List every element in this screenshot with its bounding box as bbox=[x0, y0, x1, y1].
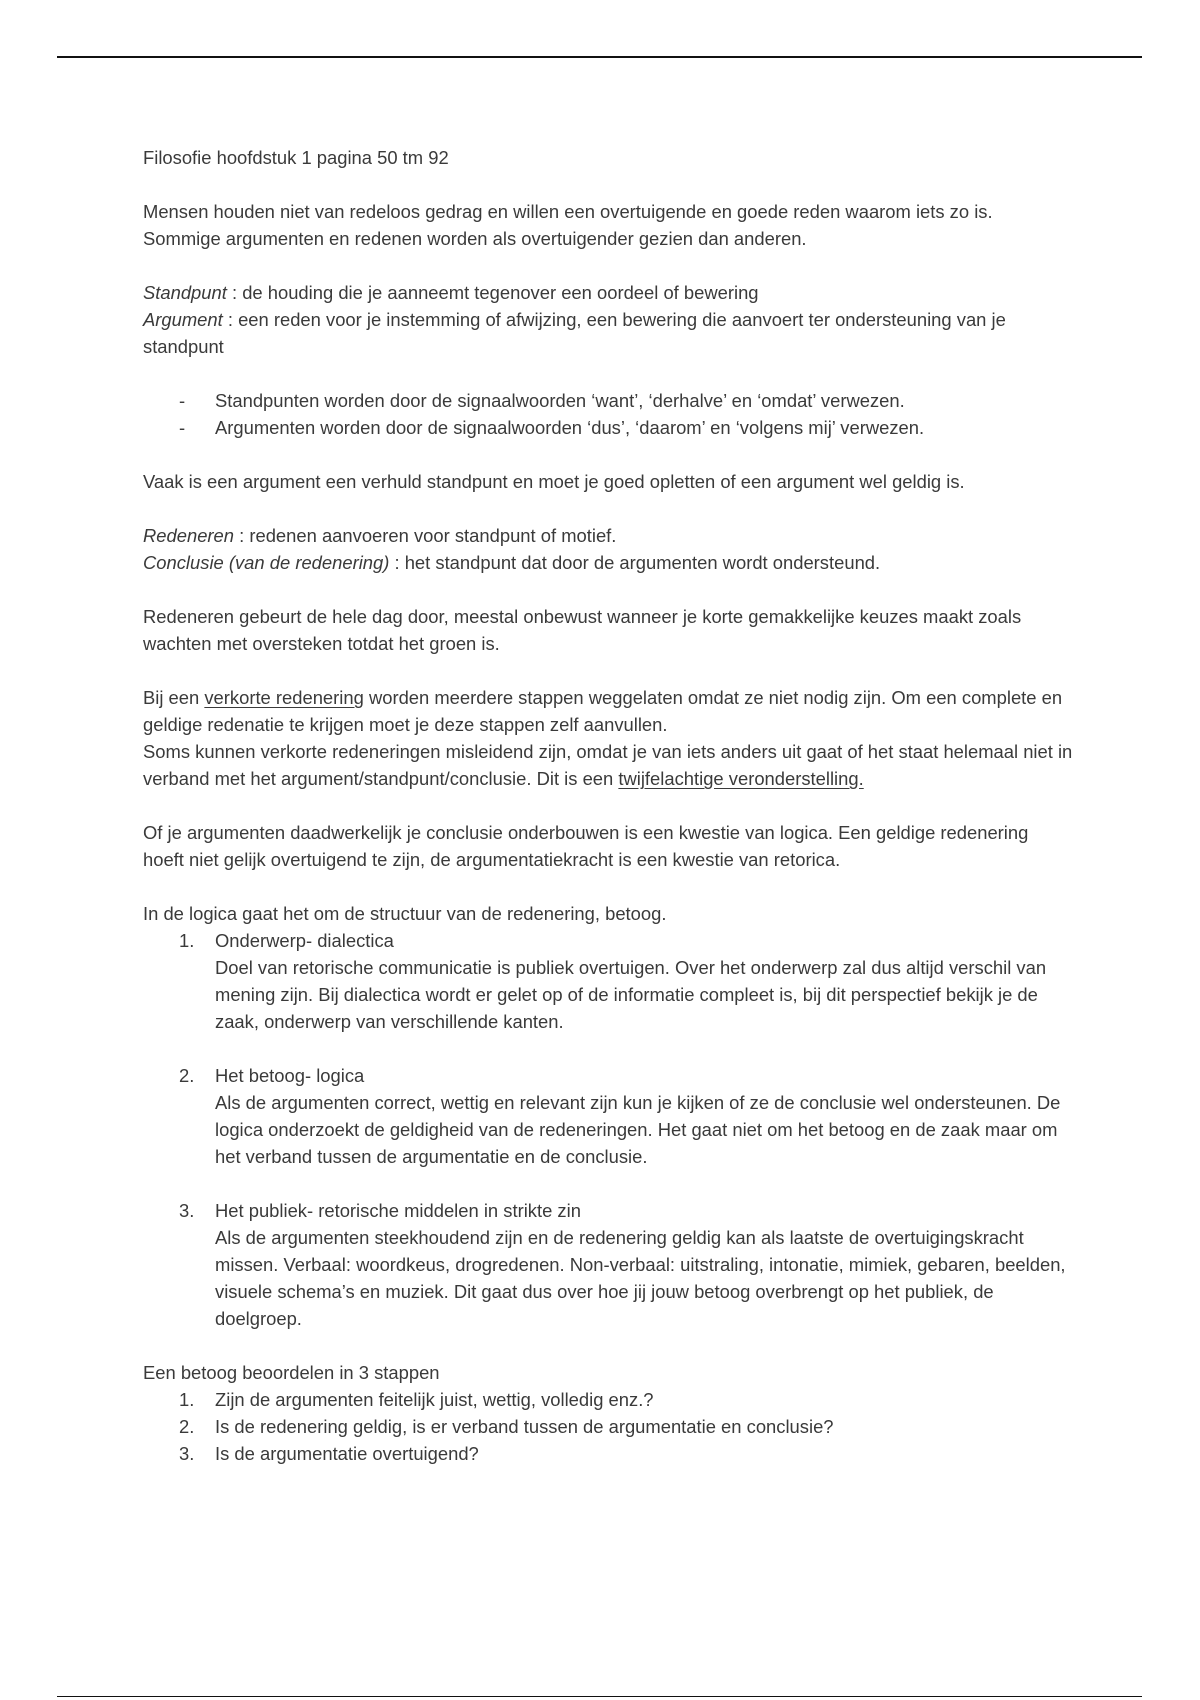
item-number: 1. bbox=[179, 930, 195, 951]
term-argument: Argument bbox=[143, 309, 223, 330]
list-item-text: Argumenten worden door de signaalwoorden ‘dus’, ‘daarom’ en ‘volgens mij’ verwezen. bbox=[215, 417, 925, 438]
term-conclusie: Conclusie (van de redenering) bbox=[143, 552, 390, 573]
text-run: Soms kunnen verkorte redeneringen misleidend zijn, omdat je van iets anders uit gaat of het staat helemaal niet in verband met het argument/standpunt/conclusie. Dit is een bbox=[143, 741, 1073, 789]
item-number: 3. bbox=[179, 1443, 195, 1464]
structuur-intro: In de logica gaat het om de structuur van de redenering, betoog. bbox=[143, 903, 667, 924]
definition-argument bbox=[143, 306, 1073, 360]
item-text: Zijn de argumenten feitelijk juist, wettig, volledig enz.? bbox=[215, 1389, 654, 1410]
item-title: Het publiek- retorische middelen in strikte zin bbox=[215, 1200, 581, 1221]
list-item bbox=[143, 1386, 1073, 1413]
definition-standpunt bbox=[143, 279, 1073, 306]
list-item bbox=[143, 1413, 1073, 1440]
item-title: Onderwerp- dialectica bbox=[215, 930, 394, 951]
list-item bbox=[143, 1062, 1073, 1170]
item-number: 1. bbox=[179, 1389, 195, 1410]
text-run: Bij een bbox=[143, 687, 205, 708]
item-number: 2. bbox=[179, 1065, 195, 1086]
definition-conclusie bbox=[143, 549, 1073, 576]
item-text: Als de argumenten correct, wettig en relevant zijn kun je kijken of ze de conclusie wel ondersteunen. De logica onderzoekt de geldigheid van de redeneringen. Het gaat niet om het betoog en de zaak maar om het verband tussen de argumentatie en de conclusie. bbox=[215, 1092, 1061, 1167]
intro-paragraph: Mensen houden niet van redeloos gedrag en willen een overtuigende en goede reden waarom iets zo is. Sommige argumenten en redenen worden als overtuigender gezien dan anderen. bbox=[143, 201, 993, 249]
term-verkorte-redenering: verkorte redenering bbox=[204, 687, 364, 708]
item-text: Is de argumentatie overtuigend? bbox=[215, 1443, 479, 1464]
item-text: Is de redenering geldig, is er verband tussen de argumentatie en conclusie? bbox=[215, 1416, 834, 1437]
item-title: Het betoog- logica bbox=[215, 1065, 365, 1086]
term-redeneren: Redeneren bbox=[143, 525, 235, 546]
misleidend-paragraph bbox=[143, 738, 1073, 792]
list-item bbox=[143, 414, 1073, 441]
definition-redeneren-text: : redenen aanvoeren voor standpunt of motief. bbox=[234, 525, 617, 546]
term-standpunt: Standpunt bbox=[143, 282, 227, 303]
document-body bbox=[143, 144, 1073, 1467]
dash-bullet: - bbox=[179, 417, 186, 438]
definition-argument-text: : een reden voor je instemming of afwijzing, een bewering die aanvoert ter ondersteuning van je standpunt bbox=[143, 309, 1006, 357]
definition-standpunt-text: : de houding die je aanneemt tegenover een oordeel of bewering bbox=[226, 282, 759, 303]
list-item bbox=[143, 927, 1073, 1035]
item-text: Doel van retorische communicatie is publiek overtuigen. Over het onderwerp zal dus altijd verschil van mening zijn. Bij dialectica wordt er gelet op of de informatie compleet is, bij dit perspectief bekijk je de zaak, onderwerp van verschillende kanten. bbox=[215, 957, 1047, 1032]
beoordelen-intro: Een betoog beoordelen in 3 stappen bbox=[143, 1362, 440, 1383]
term-twijfelachtige-veronderstelling: twijfelachtige veronderstelling. bbox=[618, 768, 864, 789]
dash-bullet: - bbox=[179, 390, 186, 411]
definition-redeneren bbox=[143, 522, 1073, 549]
item-number: 2. bbox=[179, 1416, 195, 1437]
list-item bbox=[143, 1197, 1073, 1332]
list-item bbox=[143, 1440, 1073, 1467]
bottom-rule bbox=[57, 1696, 1142, 1697]
list-item bbox=[143, 387, 1073, 414]
text-run: worden meerdere stappen weggelaten omdat ze niet nodig zijn. Om een complete en geldige redenatie te krijgen moet je deze stappen zelf aanvullen. bbox=[143, 687, 1063, 735]
item-number: 3. bbox=[179, 1200, 195, 1221]
redeneren-paragraph: Redeneren gebeurt de hele dag door, meestal onbewust wanneer je korte gemakkelijke keuzes maakt zoals wachten met oversteken totdat het groen is. bbox=[143, 606, 1022, 654]
document-title: Filosofie hoofdstuk 1 pagina 50 tm 92 bbox=[143, 147, 449, 168]
item-text: Als de argumenten steekhoudend zijn en de redenering geldig kan als laatste de overtuigingskracht missen. Verbaal: woordkeus, drogredenen. Non-verbaal: uitstraling, intonatie, mimiek, gebaren, beelden, visuele schema’s en muziek. Dit gaat dus over hoe jij jouw betoog overbrengt op het publiek, de doelgroep. bbox=[215, 1227, 1066, 1329]
definition-conclusie-text: : het standpunt dat door de argumenten wordt ondersteund. bbox=[389, 552, 881, 573]
list-item-text: Standpunten worden door de signaalwoorden ‘want’, ‘derhalve’ en ‘omdat’ verwezen. bbox=[215, 390, 905, 411]
verkort-paragraph bbox=[143, 684, 1073, 738]
top-rule bbox=[57, 56, 1142, 58]
logica-paragraph: Of je argumenten daadwerkelijk je conclusie onderbouwen is een kwestie van logica. Een geldige redenering hoeft niet gelijk overtuigend te zijn, de argumentatiekracht is een kwestie van retorica. bbox=[143, 822, 1029, 870]
verhuld-paragraph: Vaak is een argument een verhuld standpunt en moet je goed opletten of een argument wel geldig is. bbox=[143, 471, 965, 492]
